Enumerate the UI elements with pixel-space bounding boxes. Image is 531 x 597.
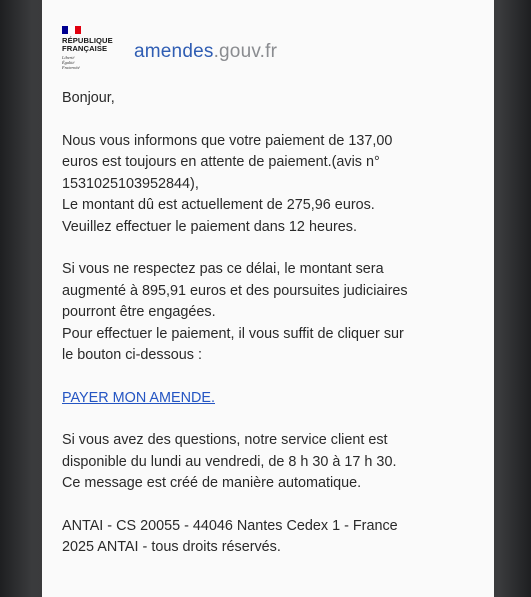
- motto-egalite: Égalité: [62, 60, 75, 66]
- french-flag-icon: [62, 26, 81, 34]
- text-line: Veuillez effectuer le paiement dans 12 heures.: [62, 218, 357, 235]
- republique-francaise-logo: [62, 18, 126, 71]
- motto-liberte: Liberté: [62, 55, 75, 61]
- text-line: le bouton ci-dessous :: [62, 347, 202, 363]
- payment-notice-paragraph: [62, 131, 474, 239]
- support-info-paragraph: [62, 430, 474, 495]
- text-line: Si vous ne respectez pas ce délai, le montant sera: [62, 261, 384, 277]
- text-line: Si vous avez des questions, notre service client est: [62, 432, 388, 448]
- text-line: Ce message est créé de manière automatique.: [62, 475, 362, 491]
- logo-gouv-fr: .gouv.fr: [213, 41, 278, 62]
- text-line: augmenté à 895,91 euros et des poursuites judiciaires: [62, 282, 408, 299]
- text-line: Pour effectuer le paiement, il vous suffit de cliquer sur: [62, 325, 404, 342]
- text-line: euros est toujours en attente de paiement.(avis n°: [62, 154, 380, 170]
- site-logo-text: [134, 41, 277, 63]
- pay-fine-link[interactable]: PAYER MON AMENDE.: [62, 389, 215, 406]
- deadline-warning-paragraph: [62, 259, 474, 367]
- text-line: Le montant dû est actuellement de 275,96 euros.: [62, 197, 375, 213]
- footer-copyright: 2025 ANTAI - tous droits réservés.: [62, 539, 281, 555]
- motto: [62, 56, 126, 70]
- motto-fraternite: Fraternité: [62, 65, 80, 70]
- footer-address: ANTAI - CS 20055 - 44046 Nantes Cedex 1 - France: [62, 517, 398, 534]
- email-body: [42, 0, 494, 597]
- republique-label: RÉPUBLIQUE: [62, 36, 113, 45]
- text-line: disponible du lundi au vendredi, de 8 h 30 à 17 h 30.: [62, 453, 397, 470]
- footer: [62, 516, 474, 559]
- text-line: Nous vous informons que votre paiement de 137,00: [62, 132, 393, 149]
- logo-amendes: amendes: [134, 41, 214, 62]
- francaise-label: FRANÇAISE: [62, 44, 108, 54]
- header-logo: [62, 18, 474, 82]
- greeting: Bonjour,: [62, 90, 115, 106]
- text-line: 1531025103952844),: [62, 175, 199, 192]
- text-line: pourront être engagées.: [62, 304, 216, 320]
